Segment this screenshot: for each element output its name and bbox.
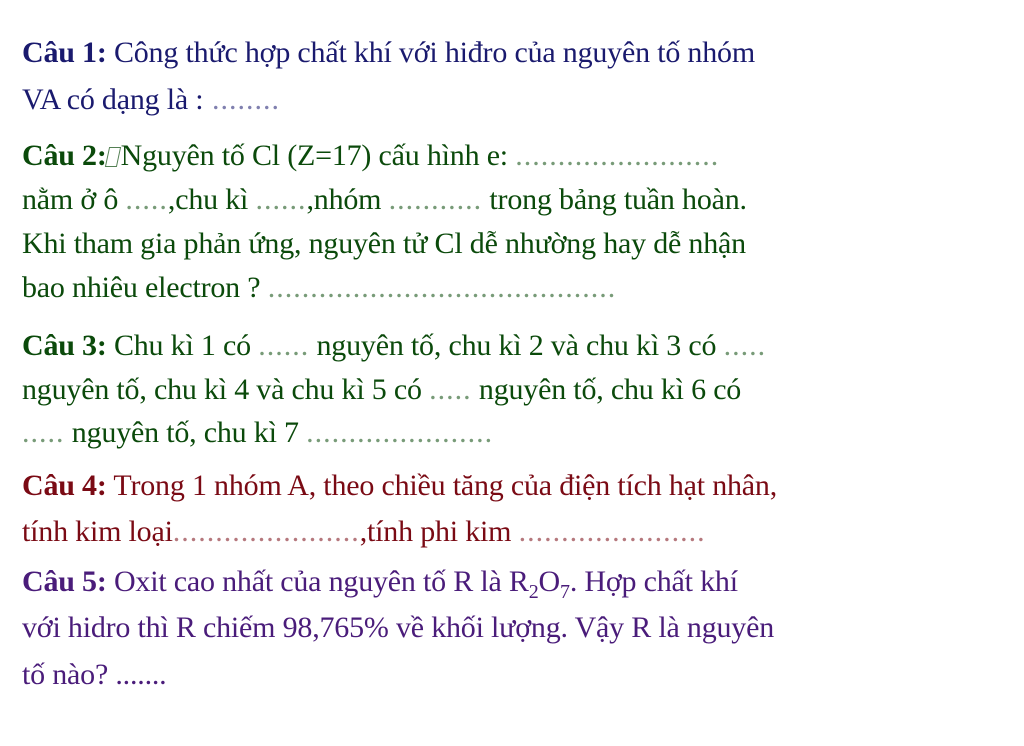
q4-line-1 <box>22 466 777 506</box>
q2-blank-2: ..... <box>125 183 168 216</box>
q2-label: Câu 2: <box>22 139 107 172</box>
q1-blank-1: ........ <box>203 83 280 116</box>
q2-line-2 <box>22 180 747 220</box>
q5-blank-1: ....... <box>115 658 167 691</box>
q1-text-1: Công thức hợp chất khí với hiđro của nguyên tố nhóm <box>106 36 755 69</box>
q2-blank-4: ........... <box>388 183 483 216</box>
q5-label: Câu 5: <box>22 565 107 598</box>
q4-label: Câu 4: <box>22 469 107 502</box>
q5-text-1c: . Hợp chất khí <box>569 565 738 598</box>
q3-blank-4: ..... <box>22 416 65 449</box>
q3-line-2 <box>22 370 741 410</box>
q3-text-2a: nguyên tố, chu kì 4 và chu kì 5 có <box>22 373 430 406</box>
q5-text-1b: O <box>538 565 560 598</box>
q3-text-1a: Chu kì 1 có <box>106 329 259 362</box>
q1-label: Câu 1: <box>22 36 107 69</box>
q3-line-3 <box>22 413 493 453</box>
q2-text-4: bao nhiêu electron ? <box>22 271 268 304</box>
q5-line-3 <box>22 655 166 695</box>
q3-text-2b: nguyên tố, chu kì 6 có <box>471 373 742 406</box>
q5-subscript-7: 7 <box>560 581 570 603</box>
q2-blank-5: ......................................... <box>267 271 617 304</box>
q4-line-2 <box>22 512 706 552</box>
q2-blank-3: ...... <box>255 183 307 216</box>
q1-line-1 <box>22 33 755 73</box>
q2-text-2d: trong bảng tuần hoàn. <box>482 183 747 216</box>
q2-text-2a: nằm ở ô <box>22 183 126 216</box>
q2-text-2b: ,chu kì <box>167 183 256 216</box>
q1-line-2 <box>22 80 280 120</box>
q5-text-2: với hidro thì R chiếm 98,765% về khối lượng. Vậy R là nguyên <box>22 611 775 644</box>
q3-text-3: nguyên tố, chu kì 7 <box>64 416 307 449</box>
q5-subscript-2: 2 <box>528 581 539 603</box>
q3-blank-5: ...................... <box>306 416 494 449</box>
q3-blank-1: ...... <box>258 329 310 362</box>
q2-line-1 <box>22 136 719 176</box>
q4-blank-1: ...................... <box>172 515 360 548</box>
q2-text-2c: ,nhóm <box>306 183 389 216</box>
q2-line-3 <box>22 224 746 264</box>
q3-text-1b: nguyên tố, chu kì 2 và chu kì 3 có <box>309 329 724 362</box>
q3-label: Câu 3: <box>22 329 107 362</box>
q5-text-3: tố nào? <box>22 658 116 691</box>
q5-text-1a: Oxit cao nhất của nguyên tố R là R <box>106 565 529 598</box>
q3-blank-3: ..... <box>429 373 472 406</box>
q4-text-1: Trong 1 nhóm A, theo chiều tăng của điện tích hạt nhân, <box>106 469 778 502</box>
q2-text-3: Khi tham gia phản ứng, nguyên tử Cl dễ nhường hay dễ nhận <box>22 227 746 260</box>
q3-blank-2: ..... <box>723 329 767 362</box>
q3-line-1 <box>22 326 766 366</box>
q4-text-2a: tính kim loại <box>22 515 173 548</box>
q5-line-2 <box>22 608 774 648</box>
q2-blank-1: ........................ <box>515 139 720 172</box>
q4-blank-2: ...................... <box>518 515 706 548</box>
q5-line-1 <box>22 562 738 602</box>
q2-text-1: Nguyên tố Cl (Z=17) cấu hình e: <box>120 139 516 172</box>
q2-line-4 <box>22 268 616 308</box>
q1-text-2: VA có dạng là : <box>22 83 204 116</box>
q4-text-2b: ,tính phi kim <box>359 515 519 548</box>
